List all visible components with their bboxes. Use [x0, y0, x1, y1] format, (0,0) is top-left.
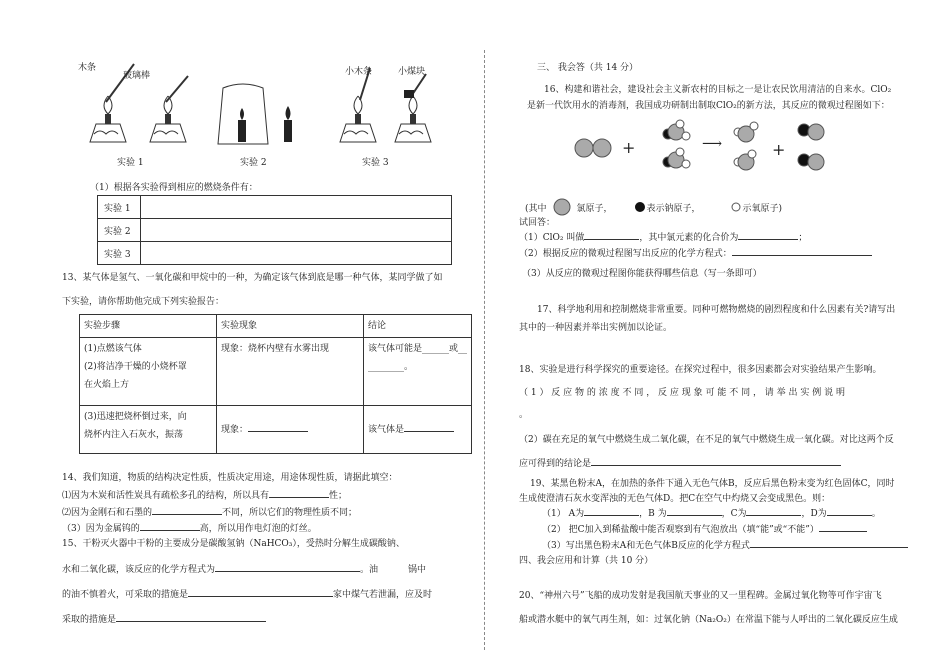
label-exp2: 实验 2 [240, 158, 267, 168]
step-3b: 烧杯内注入石灰水，振荡 [84, 430, 184, 440]
q19-3: （3）写出黑色粉末A和无色气体B反应的化学方程式 [542, 541, 750, 551]
q19-1d: ，D为 [801, 509, 827, 519]
naclo2-molecule-1 [663, 120, 690, 140]
label-xiaomutiao: 小木条 [345, 67, 373, 77]
phenomenon-2-label: 现象： [221, 424, 249, 435]
phenomenon-1: 现象：烧杯内壁有水雾出现 [217, 338, 364, 406]
q17-line2: 其中的一种因素并举出实例加以论证。 [519, 323, 673, 333]
oxygen-atom-icon [729, 200, 743, 214]
q16-1b: ，其中氯元素的化合价为 [639, 233, 739, 243]
q16-1: （1）ClO₂ 叫做 [519, 233, 585, 243]
q19-line1: 19、某黑色粉末A，在加热的条件下通入无色气体B，反应后黑色粉末变为红色固体C，同时 [530, 479, 895, 489]
legend-b: 氯原子， [576, 203, 613, 214]
section-3-title: 三、 我会答（共 14 分） [537, 63, 639, 73]
legend-a: (其中 [525, 203, 547, 214]
chlorine-atom-icon [551, 198, 573, 216]
q13-line1: 13、某气体是氢气、一氧化碳和甲烷中的一种，为确定该气体到底是哪一种气体，某同学做了如 [62, 273, 443, 283]
q14-1-end: 性； [329, 491, 348, 501]
q17-line1: 17、科学地利用和控制燃烧非常重要。同种可燃物燃烧的剧烈程度和什么因素有关?请写出 [537, 305, 896, 315]
reaction-arrow: ⟶ [702, 136, 723, 152]
q15-line2c: 锅中 [408, 565, 427, 575]
alcohol-lamp-3 [340, 96, 376, 142]
q19-c-blank[interactable] [746, 506, 801, 516]
alcohol-lamp-4 [395, 96, 431, 142]
table1-row-label: 实验 1 [98, 196, 141, 219]
q14-line1: 14、我们知道，物质的结构决定性质，性质决定用途，用途体现性质，请据此填空： [62, 473, 398, 483]
q19-1c: ，C为 [721, 509, 747, 519]
step-3: (3)迅速把烧杯倒过来，向 [84, 412, 187, 422]
q18-2a: （2）碳在充足的氧气中燃烧生成二氧化碳，在不足的氧气中燃烧生成一氧化碳。对比这两个反 [519, 435, 894, 445]
q19-3-blank[interactable] [750, 538, 908, 548]
column-divider [484, 50, 485, 650]
q18-2-blank[interactable] [591, 456, 841, 466]
table1-cell[interactable] [141, 196, 452, 219]
q19-b-blank[interactable] [667, 506, 722, 516]
nacl-molecule-2 [798, 154, 824, 170]
q15-equation-blank[interactable] [215, 562, 360, 572]
q16-line2: 是新一代饮用水的消毒剂，我国成功研制出制取ClO₂的新方法，其反应的微观过程图如下： [527, 101, 890, 111]
q14-3: （3）因为金属钨的 [62, 524, 140, 534]
table1-row-label: 实验 3 [98, 242, 141, 265]
q14-1: ⑴因为木炭和活性炭具有疏松多孔的结构，所以具有 [62, 491, 270, 501]
legend-d: 示氧原子) [742, 203, 783, 214]
q14-2-blank[interactable] [152, 505, 222, 515]
naclo2-molecule-2 [663, 148, 690, 168]
nacl-molecule-1 [798, 124, 824, 140]
q19-1e: 。 [871, 509, 881, 519]
q16-1-blank1[interactable] [584, 230, 639, 240]
q15-measure-blank[interactable] [188, 587, 333, 597]
header-phenomenon: 实验现象 [217, 315, 364, 338]
section-4-title: 四、我会应用和计算（共 10 分） [519, 556, 654, 566]
q15-line3b: 家中煤气若泄漏，应及时 [333, 590, 433, 600]
q16-1c: ； [798, 233, 808, 243]
q19-1b: ，B 为 [639, 509, 667, 519]
q14-2-end: 不同，所以它们的物理性质不同； [222, 508, 358, 518]
clo2-molecule-2 [734, 150, 756, 170]
q15-line2b: 。油 [360, 565, 379, 575]
legend-c: 表示钠原子， [646, 203, 701, 214]
conclusion-2-label: 该气体是 [368, 424, 405, 435]
q19-a-blank[interactable] [584, 506, 639, 516]
q19-d-blank[interactable] [827, 506, 872, 516]
label-xiaomeikuai: 小煤块 [398, 67, 426, 77]
q16-line1: 16、构建和谐社会，建设社会主义新农村的目标之一是让农民饮用清洁的自来水。ClO₂ [544, 85, 892, 95]
step-1: (1)点燃该气体 [84, 344, 142, 354]
candle-1 [238, 120, 246, 142]
q14-1-blank[interactable] [269, 488, 329, 498]
q14-3-end: 高，所以用作电灯泡的灯丝。 [199, 524, 317, 534]
q16-1-blank2[interactable] [738, 230, 798, 240]
header-conclusion: 结论 [364, 315, 472, 338]
conclusion-1a[interactable]: 该气体可能是______或__ [368, 344, 468, 354]
q18-2b: 应可得到的结论是 [519, 459, 592, 469]
q13-line2: 下实验，请你帮助他完成下列实验报告： [62, 297, 225, 307]
plus-sign-2: + [772, 140, 786, 159]
phenomenon-2-blank[interactable] [248, 422, 308, 432]
alcohol-lamp-2 [150, 96, 186, 142]
conclusion-1b[interactable]: ________。 [368, 362, 414, 372]
candle-2 [284, 120, 292, 142]
step-2: (2)将洁净干燥的小烧杯罩 [84, 362, 187, 372]
q-fire-condition: （1）根据各实验得到相应的燃烧条件有： [90, 183, 258, 193]
header-step: 实验步骤 [80, 315, 217, 338]
q19-2: （2） 把C加入到稀盐酸中能否观察到有气泡放出（填“能”或“不能”） [542, 525, 819, 535]
step-2b: 在火焰上方 [84, 380, 130, 390]
table1-row-label: 实验 2 [98, 219, 141, 242]
label-mutiao: 木条 [78, 63, 97, 73]
label-exp1: 实验 1 [117, 158, 144, 168]
gas-report-table [79, 314, 472, 454]
q15-line3a: 的油不慎着火，可采取的措施是 [62, 590, 189, 600]
q16-ask: 试回答： [519, 218, 556, 228]
q18-1: （ 1 ） 反 应 物 的 浓 度 不 同 ， 反 应 现 象 可 能 不 同 ， 请 举 出 实 例 说 明 [519, 388, 845, 398]
glass-rod [166, 76, 188, 102]
q15-line1: 15、干粉灭火器中干粉的主要成分是碳酸氢钠（NaHCO₃），受热时分解生成碳酸钠、 [62, 539, 405, 549]
cl2-molecule [575, 139, 611, 157]
q19-1a: （1） A为 [542, 509, 585, 519]
table1-cell[interactable] [141, 242, 452, 265]
q18-line1: 18、实验是进行科学探究的重要途径。在探究过程中，很多因素都会对实验结果产生影响。 [519, 365, 882, 375]
atom-legend [525, 198, 782, 216]
q15-line2a: 水和二氧化碳，该反应的化学方程式为 [62, 565, 216, 575]
q16-2: （2）根据反应的微观过程图写出反应的化学方程式： [519, 249, 732, 259]
q15-line4: 采取的措施是 [62, 615, 117, 625]
clo2-molecule-1 [734, 122, 758, 142]
label-boli: 玻璃棒 [123, 71, 151, 81]
q14-2: ⑵因为金刚石和石墨的 [62, 508, 153, 518]
sodium-atom-icon [633, 200, 647, 214]
q14-3-blank[interactable] [140, 521, 200, 531]
q16-2-blank[interactable] [732, 246, 872, 256]
q20-line1: 20、“神州六号”飞船的成功发射是我国航天事业的又一里程碑。金属过氧化物等可作宇宙飞 [519, 591, 882, 601]
plus-sign-1: + [622, 138, 636, 157]
table1-cell[interactable] [141, 219, 452, 242]
q16-3: （3）从反应的微观过程图你能获得哪些信息（写一条即可） [522, 269, 762, 279]
q20-line2: 船或潜水艇中的氧气再生剂，如：过氧化钠（Na₂O₂）在常温下能与人呼出的二氧化碳反应生成 [519, 615, 898, 625]
q19-2-blank[interactable] [819, 522, 867, 532]
q15-leak-blank[interactable] [116, 612, 266, 622]
q18-dot: 。 [519, 410, 529, 420]
label-exp3: 实验 3 [362, 158, 389, 168]
conclusion-2-blank[interactable] [404, 422, 454, 432]
experiment-table [97, 195, 452, 265]
alcohol-lamp-1 [90, 96, 126, 142]
q19-line2: 生成使澄清石灰水变浑浊的无色气体D。把C在空气中灼烧又会变成黑色。则： [519, 494, 831, 504]
